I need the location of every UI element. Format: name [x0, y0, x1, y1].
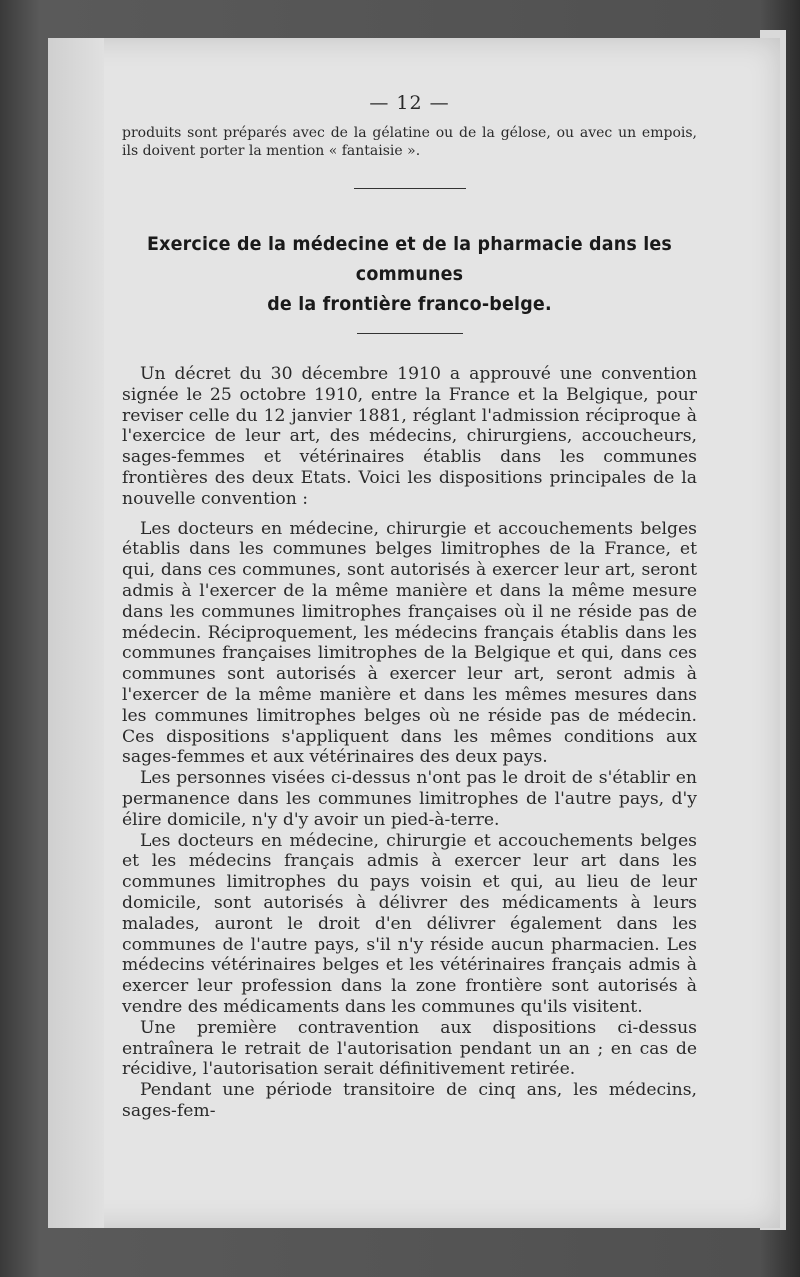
section-divider-top — [354, 188, 466, 189]
section-title-line-1: Exercice de la médecine et de la pharmacie dans les communes — [146, 233, 673, 285]
paragraph-medicines: Les docteurs en médecine, chirurgie et accouchements belges et les médecins français admis à exercer leur art dans les communes limitrophes du pays voisin et qui, au lieu de leur domicile, sont autorisés à délivrer des médicaments à leurs malades, auront le droit d'en délivrer également dans les communes de l'autre pays, s'il n'y réside aucun pharmacien. Les médecins vétérinaires belges et les vétérinaires français admis à exercer leur profession dans la zone frontière sont autorisés à vendre des médicaments dans les communes qu'ils visitent. — [122, 830, 697, 1017]
paragraph-transitional: Pendant une période transitoire de cinq ans, les médecins, sages-fem- — [122, 1080, 697, 1121]
article-body — [122, 364, 697, 1122]
paragraph-decree: Un décret du 30 décembre 1910 a approuvé une convention signée le 25 octobre 1910, entre la France et la Belgique, pour reviser celle du 12 janvier 1881, réglant l'admission réciproque à l'exercice de leur art, des médecins, chirurgiens, accoucheurs, sages-femmes et vétérinaires établis dans les communes frontières des deux Etats. Voici les dispositions principales de la nouvelle convention : — [122, 364, 697, 509]
section-title — [145, 229, 674, 319]
page-number: — 12 — — [369, 92, 450, 114]
paragraph-doctors: Les docteurs en médecine, chirurgie et accouchements belges établis dans les communes belges limitrophes de la France, et qui, dans ces communes, sont autorisés à exercer leur art, seront admis à l'exercer de la même manière et dans la même mesure dans les communes limitrophes françaises où il ne réside pas de médecin. Réciproquement, les médecins français établis dans les communes françaises limitrophes de la Belgique et qui, dans ces communes sont autorisés à exercer leur art, seront admis à l'exercer de la même manière et dans les mêmes mesures dans les communes limitrophes belges où ne réside pas de médecin. Ces dispositions s'appliquent dans les mêmes conditions aux sages-femmes et aux vétérinaires des deux pays. — [122, 518, 697, 768]
paragraph-contravention: Une première contravention aux dispositions ci-dessus entraînera le retrait de l'autorisation pendant un an ; en cas de récidive, l'autorisation serait définitivement retirée. — [122, 1017, 697, 1080]
paragraph-persons: Les personnes visées ci-dessus n'ont pas le droit de s'établir en permanence dans les communes limitrophes de l'autre pays, d'y élire domicile, n'y d'y avoir un pied-à-terre. — [122, 768, 697, 830]
section-title-line-2: de la frontière franco-belge. — [267, 293, 552, 315]
page-content — [122, 92, 697, 1122]
section-divider-bottom — [357, 333, 463, 334]
page-margin-strip — [48, 38, 104, 1228]
continued-paragraph: produits sont préparés avec de la gélatine ou de la gélose, ou avec un empois, ils doivent porter la mention « fantaisie ». — [122, 125, 697, 159]
